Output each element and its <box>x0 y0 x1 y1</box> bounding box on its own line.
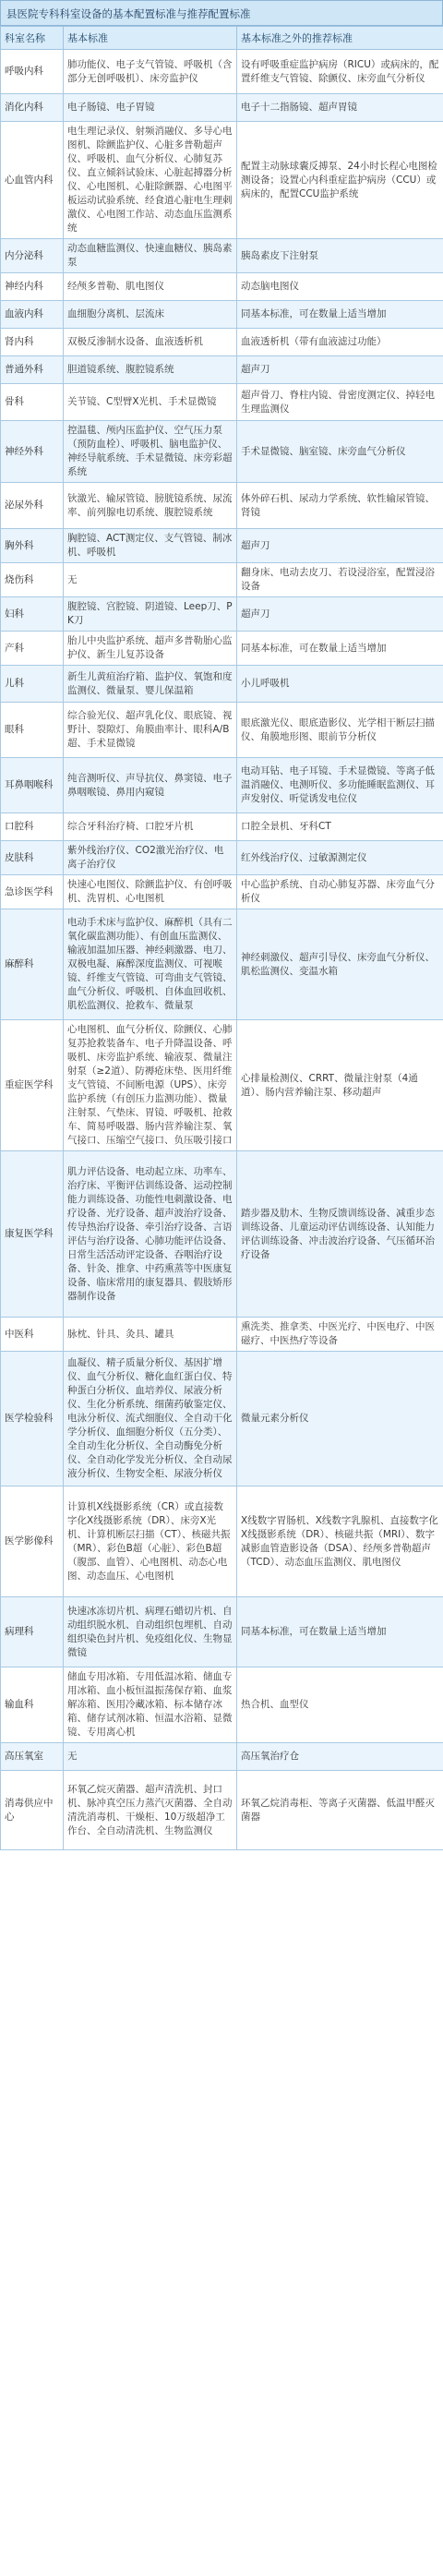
department-cell: 烧伤科 <box>1 563 64 597</box>
basic-standard-cell: 双极反渗制水设备、血液透析机 <box>64 329 237 356</box>
table-header-row <box>1 27 443 50</box>
department-cell: 血液内科 <box>1 301 64 329</box>
basic-standard-cell: 胸腔镜、ACT测定仪、支气管镜、制冰机、呼吸机 <box>64 529 237 563</box>
department-cell: 眼科 <box>1 703 64 758</box>
table-row <box>1 50 443 94</box>
department-cell: 心血管内科 <box>1 122 64 239</box>
recommended-standard-cell: 电动耳钻、电子耳镜、手术显微镜、等离子低温消融仪、电测听仪、多功能睡眠监测仪、耳声发射仪、听觉诱发电位仪 <box>237 758 443 813</box>
department-cell: 泌尿外科 <box>1 483 64 529</box>
department-cell: 康复医学科 <box>1 1151 64 1318</box>
recommended-standard-cell: 神经刺激仪、超声引导仪、床旁血气分析仪、肌松监测仪、变温水箱 <box>237 909 443 1020</box>
department-cell: 皮肤科 <box>1 841 64 875</box>
recommended-standard-cell: 翻身床、电动去皮刀、若设浸浴室，配置浸浴设备 <box>237 563 443 597</box>
table-row <box>1 301 443 329</box>
table-body <box>1 50 443 1850</box>
department-cell: 口腔科 <box>1 813 64 841</box>
table-row <box>1 529 443 563</box>
department-cell: 胸外科 <box>1 529 64 563</box>
basic-standard-cell: 钬激光、输尿管镜、膀胱镜系统、尿流率、前列腺电切系统、腹腔镜系统 <box>64 483 237 529</box>
recommended-standard-cell: 同基本标准，可在数量上适当增加 <box>237 632 443 666</box>
basic-standard-cell: 综合牙科治疗椅、口腔牙片机 <box>64 813 237 841</box>
basic-standard-cell: 心电图机、血气分析仪、除颤仪、心肺复苏抢救装备车、电子升降温设备、呼吸机、床旁监护系统、输液泵、微量注射泵（≥2道）、防褥疮床垫、医用纤维支气管镜、不间断电源（UPS）、床旁监护系统（有创压力监测功能）、微量注射泵、气垫床、胃镜、呼吸机、抢救车、简易呼吸器、肠内营养输注泵、氧气接口、压缩空气接口、负压吸引接口 <box>64 1020 237 1151</box>
department-cell: 重症医学科 <box>1 1020 64 1151</box>
department-cell: 神经外科 <box>1 421 64 483</box>
recommended-standard-cell: 电子十二指肠镜、超声胃镜 <box>237 94 443 122</box>
recommended-standard-cell: 口腔全景机、牙科CT <box>237 813 443 841</box>
basic-standard-cell: 无 <box>64 563 237 597</box>
equipment-table <box>0 26 443 1850</box>
recommended-standard-cell: 胰岛素皮下注射泵 <box>237 239 443 273</box>
basic-standard-cell: 关节镜、C型臂X光机、手术显微镜 <box>64 384 237 421</box>
recommended-standard-cell: 超声刀 <box>237 529 443 563</box>
table-row <box>1 841 443 875</box>
recommended-standard-cell: 熏洗类、推拿类、中医光疗、中医电疗、中医磁疗、中医热疗等设备 <box>237 1318 443 1352</box>
table-row <box>1 1020 443 1151</box>
basic-standard-cell: 胎儿中央监护系统、超声多普勒胎心监护仪、新生儿复苏设备 <box>64 632 237 666</box>
header-recommended-standard: 基本标准之外的推荐标准 <box>237 27 443 50</box>
recommended-standard-cell: 同基本标准，可在数量上适当增加 <box>237 301 443 329</box>
recommended-standard-cell: 血液透析机（带有血液滤过功能） <box>237 329 443 356</box>
recommended-standard-cell: 超声骨刀、脊柱内镜、骨密度测定仪、掉轻电生理监测仪 <box>237 384 443 421</box>
table-row <box>1 273 443 301</box>
basic-standard-cell: 快速冰冻切片机、病理石蜡切片机、自动组织脱水机、自动组织包埋机、自动组织染色封片机、免疫组化仪、生物显微镜 <box>64 1597 237 1667</box>
table-row <box>1 94 443 122</box>
recommended-standard-cell: 体外碎石机、尿动力学系统、软性输尿管镜、肾镜 <box>237 483 443 529</box>
table-row <box>1 356 443 384</box>
department-cell: 麻醉科 <box>1 909 64 1020</box>
recommended-standard-cell: 设有呼吸重症监护病房（RICU）或病床的，配置纤维支气管镜、除颤仪、床旁血气分析仪 <box>237 50 443 94</box>
department-cell: 儿科 <box>1 666 64 703</box>
department-cell: 耳鼻咽喉科 <box>1 758 64 813</box>
table-row <box>1 1771 443 1850</box>
header-basic-standard: 基本标准 <box>64 27 237 50</box>
department-cell: 医学影像科 <box>1 1487 64 1597</box>
recommended-standard-cell: 超声刀 <box>237 356 443 384</box>
header-department: 科室名称 <box>1 27 64 50</box>
department-cell: 急诊医学科 <box>1 875 64 909</box>
basic-standard-cell: 血凝仪、精子质量分析仪、基因扩增仪、血气分析仪、糖化血红蛋白仪、特种蛋白分析仪、血培养仪、尿液分析仪、生化分析系统、细菌药敏鉴定仪、电泳分析仪、流式细胞仪、全自动干化学分析仪、血细胞分析仪（五分类）、全自动生化分析仪、全自动酶免分析仪、全自动化学发光分析仪、全自动尿液分析仪、生物安全柜、尿液分析仪 <box>64 1352 237 1487</box>
recommended-standard-cell: 小儿呼吸机 <box>237 666 443 703</box>
department-cell: 妇科 <box>1 597 64 632</box>
table-row <box>1 563 443 597</box>
table-row <box>1 909 443 1020</box>
table-row <box>1 1597 443 1667</box>
department-cell: 普通外科 <box>1 356 64 384</box>
table-row <box>1 1318 443 1352</box>
page-title: 县医院专科科室设备的基本配置标准与推荐配置标准 <box>0 0 443 26</box>
basic-standard-cell: 动态血糖监测仪、快速血糖仪、胰岛素泵 <box>64 239 237 273</box>
department-cell: 内分泌科 <box>1 239 64 273</box>
basic-standard-cell: 计算机X线摄影系统（CR）或直接数字化X线摄影系统（DR）、床旁X光机、计算机断层扫描（CT）、核磁共振（MR）、彩色B超（心脏）、彩色B超（腹部、血管）、心电图机、动态心电图、动态血压、心电图机 <box>64 1487 237 1597</box>
basic-standard-cell: 肺功能仪、电子支气管镜、呼吸机（含部分无创呼吸机）、床旁监护仪 <box>64 50 237 94</box>
recommended-standard-cell: 踏步器及肋木、生物反馈训练设备、减重步态训练设备、儿童运动评估训练设备、认知能力评估训练设备、冲击波治疗设备、气压循环治疗设备 <box>237 1151 443 1318</box>
recommended-standard-cell: 高压氧治疗仓 <box>237 1743 443 1771</box>
basic-standard-cell: 纯音测听仪、声导抗仪、鼻窦镜、电子鼻咽喉镜、鼻用内窥镜 <box>64 758 237 813</box>
basic-standard-cell: 腹腔镜、宫腔镜、阴道镜、Leep刀、PK刀 <box>64 597 237 632</box>
department-cell: 肾内科 <box>1 329 64 356</box>
recommended-standard-cell: 微量元素分析仪 <box>237 1352 443 1487</box>
table-row <box>1 1151 443 1318</box>
recommended-standard-cell: 热合机、血型仪 <box>237 1667 443 1743</box>
basic-standard-cell: 综合验光仪、超声乳化仪、眼底镜、视野计、裂隙灯、角膜曲率计、眼科A/B超、手术显微镜 <box>64 703 237 758</box>
recommended-standard-cell: 配置主动脉球囊反搏泵、24小时长程心电图检测设备；设置心内科重症监护病房（CCU）或病床的，配置CCU监护系统 <box>237 122 443 239</box>
table-row <box>1 875 443 909</box>
department-cell: 高压氧室 <box>1 1743 64 1771</box>
basic-standard-cell: 新生儿黄疸治疗箱、监护仪、氧饱和度监测仪、微量泵、婴儿保温箱 <box>64 666 237 703</box>
recommended-standard-cell: 中心监护系统、自动心肺复苏器、床旁血气分析仪 <box>237 875 443 909</box>
recommended-standard-cell: 手术显微镜、脑室镜、床旁血气分析仪 <box>237 421 443 483</box>
department-cell: 呼吸内科 <box>1 50 64 94</box>
basic-standard-cell: 肌力评估设备、电动起立床、功率车、治疗床、平衡评估训练设备、运动控制能力训练设备、功能性电刺激设备、电疗设备、光疗设备、超声波治疗设备、传导热治疗设备、牵引治疗设备、言语评估与治疗设备、心肺功能评估设备、日常生活活动评定设备、吞咽治疗设备、针灸、推拿、中药熏蒸等中医康复设备、临床常用的康复器具、假肢矫形器制作设备 <box>64 1151 237 1318</box>
table-row <box>1 666 443 703</box>
department-cell: 骨科 <box>1 384 64 421</box>
department-cell: 消毒供应中心 <box>1 1771 64 1850</box>
basic-standard-cell: 电生理记录仪、射频消融仪、多导心电图机、除颤监护仪、心脏多普勒超声仪、呼吸机、血气分析仪、心肺复苏仪、直立倾斜试验床、心脏起搏器分析仪、心电图机、心脏除颤器、心电图平板运动试验系统、经食道心脏电生理刺激仪、心电图工作站、动态血压监测系统 <box>64 122 237 239</box>
basic-standard-cell: 控温毯、颅内压监护仪、空气压力泵（预防血栓）、呼吸机、脑电监护仪、神经导航系统、手术显微镜、床旁彩超系统 <box>64 421 237 483</box>
table-row <box>1 632 443 666</box>
table-row <box>1 384 443 421</box>
recommended-standard-cell: 眼底激光仪、眼底造影仪、光学相干断层扫描仪、角膜地形图、眼前节分析仪 <box>237 703 443 758</box>
basic-standard-cell: 电动手术床与监护仪、麻醉机（具有二氧化碳监测功能）、有创血压监测仪、输液加温加压器、神经刺激器、电刀、双极电凝、麻醉深度监测仪、可视喉镜、纤维支气管镜、可弯曲支气管镜、血气分析仪、呼吸机、自体血回收机、肌松监测仪、抢救车、微量泵 <box>64 909 237 1020</box>
basic-standard-cell: 胆道镜系统、腹腔镜系统 <box>64 356 237 384</box>
basic-standard-cell: 血细胞分离机、层流床 <box>64 301 237 329</box>
recommended-standard-cell: 心排量检测仪、CRRT、微量注射泵（4通道）、肠内营养输注泵、移动超声 <box>237 1020 443 1151</box>
table-row <box>1 483 443 529</box>
basic-standard-cell: 环氧乙烷灭菌器、超声清洗机、封口机、脉冲真空压力蒸汽灭菌器、全自动清洗消毒机、干燥柜、10万级超净工作台、全自动清洗机、生物监测仪 <box>64 1771 237 1850</box>
basic-standard-cell: 储血专用冰箱、专用低温冰箱、储血专用冰箱、血小板恒温振荡保存箱、血浆解冻箱、医用冷藏冰箱、标本储存冰箱、储存试剂冰箱、恒温水浴箱、显微镜、专用离心机 <box>64 1667 237 1743</box>
table-row <box>1 1667 443 1743</box>
table-row <box>1 239 443 273</box>
recommended-standard-cell: 同基本标准，可在数量上适当增加 <box>237 1597 443 1667</box>
basic-standard-cell: 脉枕、针具、灸具、罐具 <box>64 1318 237 1352</box>
department-cell: 消化内科 <box>1 94 64 122</box>
recommended-standard-cell: 超声刀 <box>237 597 443 632</box>
basic-standard-cell: 无 <box>64 1743 237 1771</box>
basic-standard-cell: 快速心电图仪、除颤监护仪、有创呼吸机、洗胃机、心电图机 <box>64 875 237 909</box>
department-cell: 输血科 <box>1 1667 64 1743</box>
table-row <box>1 1487 443 1597</box>
table-row <box>1 329 443 356</box>
table-row <box>1 597 443 632</box>
basic-standard-cell: 紫外线治疗仪、CO2激光治疗仪、电离子治疗仪 <box>64 841 237 875</box>
recommended-standard-cell: X线数字胃肠机、X线数字乳腺机、直接数字化X线摄影系统（DR）、核磁共振（MRI）、数字减影血管造影设备（DSA）、经颅多普勒超声（TCD）、动态血压监测仪、肌电图仪 <box>237 1487 443 1597</box>
basic-standard-cell: 经颅多普勒、肌电图仪 <box>64 273 237 301</box>
recommended-standard-cell: 环氧乙烷消毒柜、等离子灭菌器、低温甲醛灭菌器 <box>237 1771 443 1850</box>
department-cell: 医学检验科 <box>1 1352 64 1487</box>
table-row <box>1 1352 443 1487</box>
table-row <box>1 758 443 813</box>
table-row <box>1 421 443 483</box>
recommended-standard-cell: 红外线治疗仪、过敏源测定仪 <box>237 841 443 875</box>
table-row <box>1 122 443 239</box>
table-row <box>1 703 443 758</box>
table-row <box>1 1743 443 1771</box>
department-cell: 中医科 <box>1 1318 64 1352</box>
basic-standard-cell: 电子肠镜、电子胃镜 <box>64 94 237 122</box>
department-cell: 病理科 <box>1 1597 64 1667</box>
department-cell: 产科 <box>1 632 64 666</box>
department-cell: 神经内科 <box>1 273 64 301</box>
table-row <box>1 813 443 841</box>
recommended-standard-cell: 动态脑电图仪 <box>237 273 443 301</box>
